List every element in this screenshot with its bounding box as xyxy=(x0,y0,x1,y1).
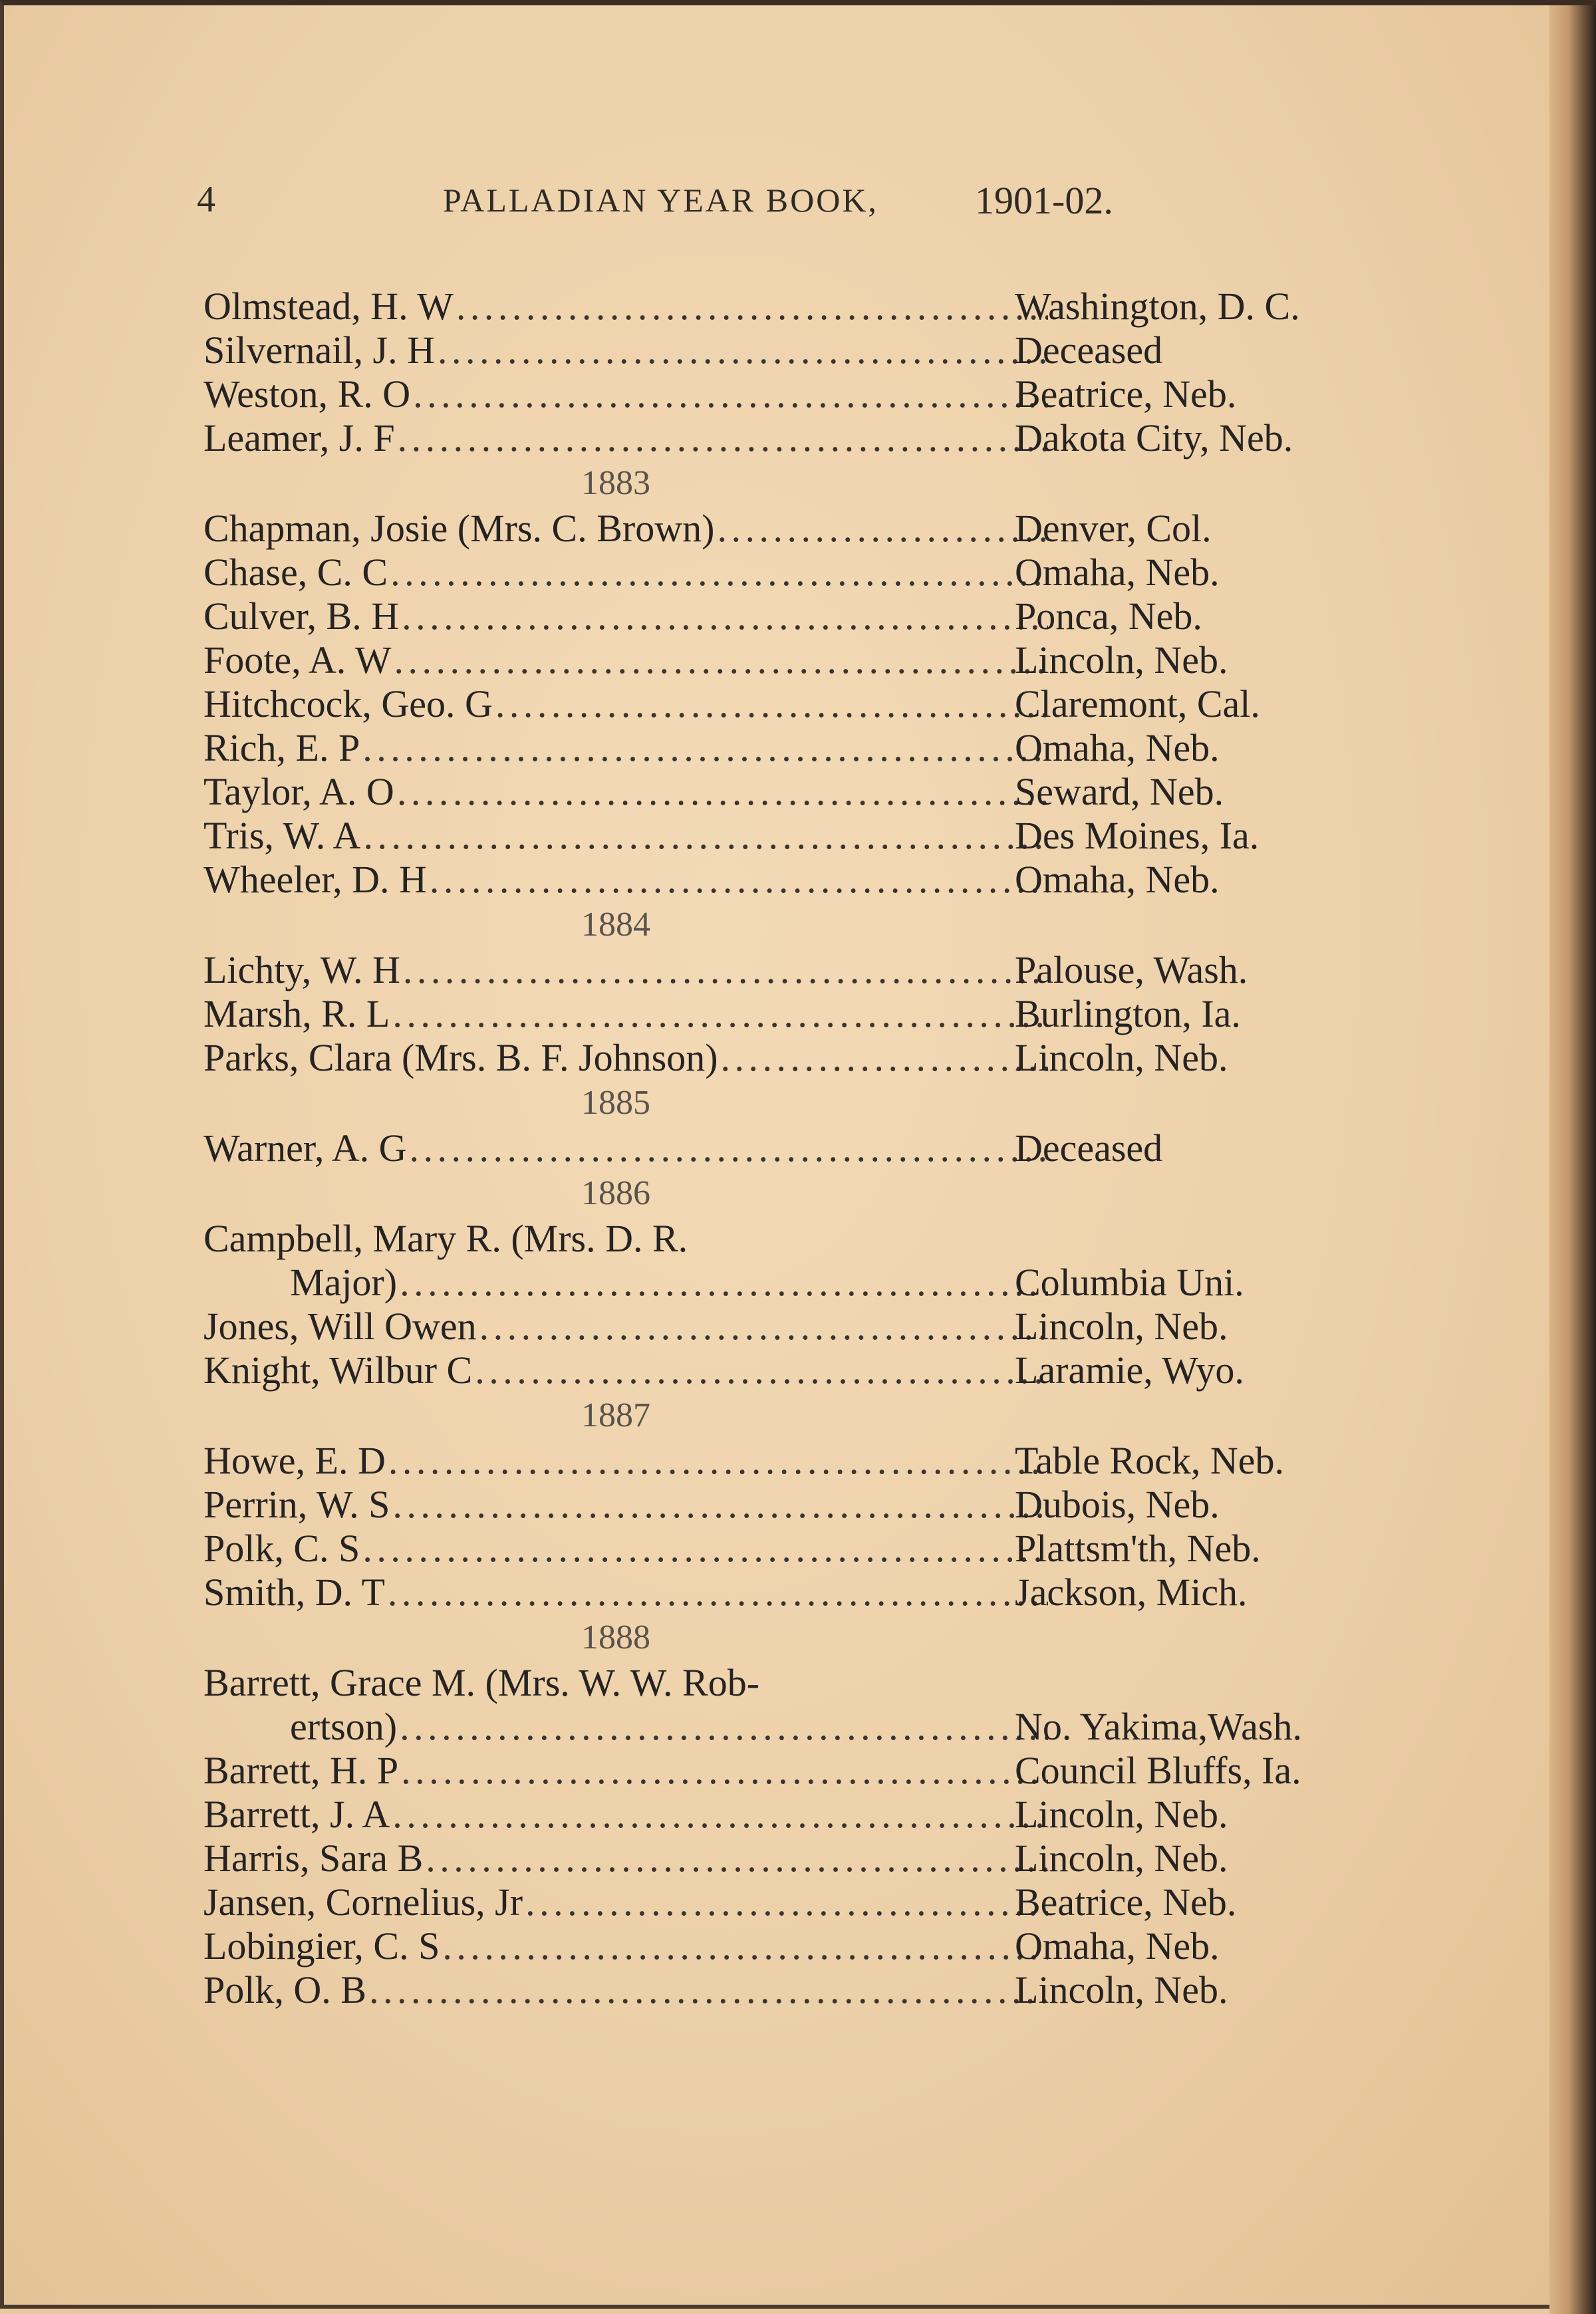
member-location: Lincoln, Neb. xyxy=(1015,1968,1228,2011)
member-name: Leamer, J. F xyxy=(203,416,395,459)
member-name: Barrett, Grace M. (Mrs. W. W. Rob- xyxy=(203,1661,760,1704)
leader-dots xyxy=(362,1527,1048,1571)
list-item xyxy=(203,1924,1440,1968)
list-item xyxy=(203,1527,1440,1571)
list-item xyxy=(203,1968,1440,2012)
list-item xyxy=(203,551,1440,594)
leader-dots xyxy=(721,1036,1048,1080)
member-name: Marsh, R. L xyxy=(203,992,390,1035)
member-location: Lincoln, Neb. xyxy=(1015,638,1228,682)
member-name: Polk, O. B xyxy=(203,1968,366,2011)
leader-dots xyxy=(479,1305,1048,1349)
leader-dots xyxy=(400,1705,1048,1749)
member-location: Dubois, Neb. xyxy=(1015,1483,1220,1526)
member-name: Taylor, A. O xyxy=(203,770,394,813)
list-item xyxy=(203,1749,1440,1793)
member-name: Harris, Sara B xyxy=(203,1837,424,1880)
list-item xyxy=(203,1483,1440,1527)
member-location: Council Bluffs, Ia. xyxy=(1015,1749,1301,1792)
member-list xyxy=(203,285,1440,2012)
member-name: Chase, C. C xyxy=(203,551,388,594)
member-location: Burlington, Ia. xyxy=(1015,992,1241,1035)
class-year-heading: 1884 xyxy=(581,906,650,944)
member-location: Omaha, Neb. xyxy=(1015,726,1220,769)
leader-dots xyxy=(403,948,1048,992)
list-item xyxy=(203,948,1440,992)
leader-dots xyxy=(388,1571,1048,1614)
leader-dots xyxy=(413,372,1048,416)
running-year: 1901-02. xyxy=(975,179,1113,222)
member-location: Jackson, Mich. xyxy=(1015,1571,1248,1614)
leader-dots xyxy=(394,638,1049,682)
member-name: Culver, B. H xyxy=(203,594,400,638)
member-name: Jones, Will Owen xyxy=(203,1305,477,1348)
book-spine xyxy=(1549,5,1596,2314)
member-name: Weston, R. O xyxy=(203,372,411,416)
list-item xyxy=(203,1261,1440,1305)
leader-dots xyxy=(402,594,1048,638)
list-item xyxy=(203,372,1440,416)
class-year-heading: 1887 xyxy=(581,1396,650,1434)
member-name: Olmstead, H. W xyxy=(203,285,454,328)
class-year-heading: 1885 xyxy=(581,1084,650,1122)
member-name: Knight, Wilbur C xyxy=(203,1349,473,1392)
member-name: Warner, A. G xyxy=(203,1126,407,1170)
member-location: No. Yakima,Wash. xyxy=(1015,1705,1302,1748)
member-name: Barrett, H. P xyxy=(203,1749,399,1792)
member-name: Perrin, W. S xyxy=(203,1483,390,1526)
list-item xyxy=(203,1793,1440,1837)
class-year-heading: 1886 xyxy=(581,1174,650,1212)
leader-dots xyxy=(401,1749,1048,1793)
list-item xyxy=(203,858,1440,902)
list-item xyxy=(203,638,1440,682)
member-location: Omaha, Neb. xyxy=(1015,551,1220,594)
member-location: Deceased xyxy=(1015,328,1163,372)
list-item xyxy=(203,1705,1440,1749)
leader-dots xyxy=(363,814,1048,858)
list-item xyxy=(203,682,1440,726)
list-item xyxy=(203,507,1440,551)
list-item xyxy=(203,1837,1440,1880)
member-name: Wheeler, D. H xyxy=(203,858,427,901)
list-item xyxy=(203,770,1440,814)
member-name: Rich, E. P xyxy=(203,726,360,769)
member-location: Plattsm'th, Neb. xyxy=(1015,1527,1261,1570)
member-name: Chapman, Josie (Mrs. C. Brown) xyxy=(203,507,715,550)
list-item xyxy=(203,594,1440,638)
page-number: 4 xyxy=(197,179,215,220)
list-item xyxy=(203,1305,1440,1349)
member-name: Major) xyxy=(290,1261,398,1304)
leader-dots xyxy=(409,1126,1048,1170)
member-location: Dakota City, Neb. xyxy=(1015,416,1293,459)
list-item xyxy=(203,1880,1440,1924)
member-location: Lincoln, Neb. xyxy=(1015,1305,1228,1348)
member-name: Howe, E. D xyxy=(203,1439,386,1482)
member-name: Tris, W. A xyxy=(203,814,361,857)
member-name: Jansen, Cornelius, Jr xyxy=(203,1880,523,1924)
leader-dots xyxy=(430,858,1048,902)
leader-dots xyxy=(388,1439,1048,1483)
leader-dots xyxy=(369,1968,1048,2012)
member-location: Laramie, Wyo. xyxy=(1015,1349,1244,1392)
member-name: Campbell, Mary R. (Mrs. D. R. xyxy=(203,1217,688,1260)
list-item xyxy=(203,1126,1440,1170)
member-name: Barrett, J. A xyxy=(203,1793,390,1836)
member-location: Palouse, Wash. xyxy=(1015,948,1248,991)
list-item xyxy=(203,814,1440,858)
member-name: Silvernail, J. H xyxy=(203,328,435,372)
member-location: Omaha, Neb. xyxy=(1015,858,1220,901)
member-location: Lincoln, Neb. xyxy=(1015,1837,1228,1880)
leader-dots xyxy=(456,285,1048,328)
member-name: Hitchcock, Geo. G xyxy=(203,682,493,725)
member-name: Parks, Clara (Mrs. B. F. Johnson) xyxy=(203,1036,718,1079)
list-item xyxy=(203,1036,1440,1080)
leader-dots xyxy=(362,726,1048,770)
class-year-heading: 1883 xyxy=(581,464,650,502)
leader-dots xyxy=(717,507,1048,551)
member-location: Lincoln, Neb. xyxy=(1015,1793,1228,1836)
leader-dots xyxy=(438,328,1048,372)
member-location: Columbia Uni. xyxy=(1015,1261,1244,1304)
leader-dots xyxy=(397,770,1048,814)
member-location: Seward, Neb. xyxy=(1015,770,1224,813)
member-location: Des Moines, Ia. xyxy=(1015,814,1260,857)
leader-dots xyxy=(390,551,1048,594)
member-location: Washington, D. C. xyxy=(1015,285,1300,328)
member-location: Beatrice, Neb. xyxy=(1015,1880,1237,1924)
member-location: Table Rock, Neb. xyxy=(1015,1439,1285,1482)
member-location: Ponca, Neb. xyxy=(1015,594,1202,638)
member-name: ertson) xyxy=(290,1705,398,1748)
member-location: Beatrice, Neb. xyxy=(1015,372,1237,416)
list-item xyxy=(203,726,1440,770)
member-location: Deceased xyxy=(1015,1126,1163,1170)
member-location: Denver, Col. xyxy=(1015,507,1212,550)
list-item xyxy=(203,1571,1440,1614)
member-location: Omaha, Neb. xyxy=(1015,1924,1220,1968)
member-name: Foote, A. W xyxy=(203,638,392,682)
member-name: Polk, C. S xyxy=(203,1527,360,1570)
list-item xyxy=(203,992,1440,1036)
leader-dots xyxy=(392,1483,1048,1527)
running-header xyxy=(197,178,1261,238)
leader-dots xyxy=(495,682,1048,726)
member-location: Lincoln, Neb. xyxy=(1015,1036,1228,1079)
list-item xyxy=(203,1349,1440,1392)
member-location: Claremont, Cal. xyxy=(1015,682,1260,725)
list-item xyxy=(203,1439,1440,1483)
list-item xyxy=(203,285,1440,328)
leader-dots xyxy=(398,416,1048,460)
member-name: Lichty, W. H xyxy=(203,948,400,991)
leader-dots xyxy=(392,992,1048,1036)
leader-dots xyxy=(475,1349,1048,1392)
list-item xyxy=(203,416,1440,460)
class-year-heading: 1888 xyxy=(581,1618,650,1656)
member-name: Smith, D. T xyxy=(203,1571,385,1614)
list-item-continued xyxy=(203,1217,1440,1261)
running-title: PALLADIAN YEAR BOOK, xyxy=(443,182,878,219)
leader-dots xyxy=(400,1261,1048,1305)
leader-dots xyxy=(442,1924,1048,1968)
leader-dots xyxy=(426,1837,1048,1880)
list-item xyxy=(203,328,1440,372)
member-name: Lobingier, C. S xyxy=(203,1924,440,1968)
leader-dots xyxy=(525,1880,1048,1924)
leader-dots xyxy=(392,1793,1048,1837)
list-item-continued xyxy=(203,1661,1440,1705)
